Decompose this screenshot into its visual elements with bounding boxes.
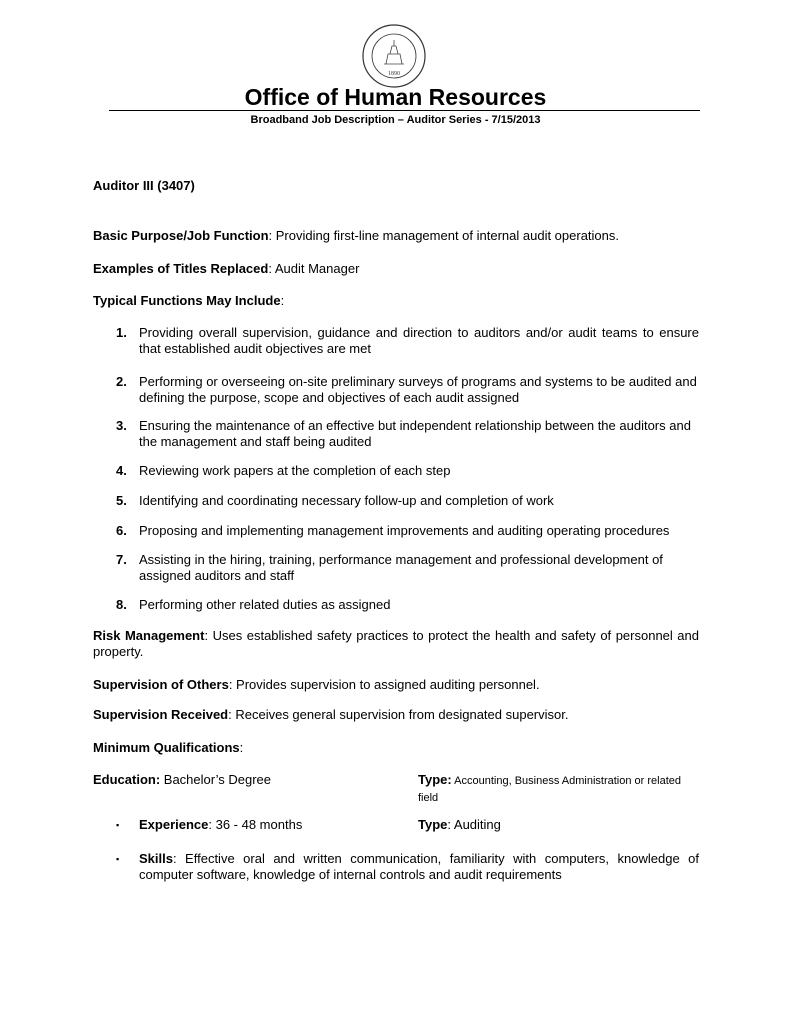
education	[93, 772, 271, 788]
function-number: 5.	[116, 493, 127, 508]
function-item: Providing overall supervision, guidance and direction to auditors and/or audit teams to ensure that established audit objectives are met	[139, 325, 699, 356]
function-number: 6.	[116, 523, 127, 538]
seal-year-text: 1890	[388, 71, 400, 77]
education-type	[418, 772, 703, 806]
header-rule	[109, 110, 700, 111]
education-type-value: Accounting, Business Administration or related field	[418, 775, 682, 804]
function-item: Performing other related duties as assigned	[139, 597, 391, 612]
function-item: Assisting in the hiring, training, performance management and professional development of assigned auditors and staff	[139, 552, 663, 583]
minimum-qualifications-colon: :	[239, 740, 244, 755]
function-number: 2.	[116, 374, 127, 389]
basic-purpose-label: Basic Purpose/Job Function	[93, 228, 269, 243]
function-item: Identifying and coordinating necessary follow-up and completion of work	[139, 493, 554, 508]
risk-management	[93, 628, 699, 660]
job-title: Auditor III (3407)	[93, 178, 195, 193]
education-type-label: Type:	[418, 772, 452, 787]
minimum-qualifications-label: Minimum Qualifications	[93, 740, 240, 755]
supervision-of-others	[93, 677, 540, 693]
risk-management-value: : Uses established safety practices to protect the health and safety of personnel and property.	[93, 628, 699, 659]
supervision-received-label: Supervision Received	[93, 707, 229, 722]
experience	[139, 817, 302, 833]
function-number: 8.	[116, 597, 127, 612]
university-seal-logo	[362, 24, 426, 88]
typical-functions-label: Typical Functions May Include	[93, 293, 281, 308]
titles-replaced-label: Examples of Titles Replaced	[93, 261, 269, 276]
function-number: 7.	[116, 552, 127, 567]
office-title: Office of Human Resources	[244, 84, 547, 110]
bullet-icon: ▪	[116, 854, 120, 864]
function-item: Reviewing work papers at the completion of each step	[139, 463, 451, 478]
bullet-icon: ▪	[116, 820, 120, 830]
education-value: Bachelor’s Degree	[160, 772, 271, 787]
function-number: 1.	[116, 325, 127, 340]
experience-type	[418, 817, 501, 833]
function-item: Proposing and implementing management improvements and auditing operating procedures	[139, 523, 670, 538]
basic-purpose	[93, 228, 619, 244]
supervision-of-others-value: : Provides supervision to assigned auditing personnel.	[228, 677, 540, 692]
supervision-received	[93, 707, 568, 723]
supervision-received-value: : Receives general supervision from designated supervisor.	[228, 707, 569, 722]
typical-functions-heading	[93, 293, 284, 309]
basic-purpose-value: : Providing first-line management of internal audit operations.	[268, 228, 619, 243]
function-item: Performing or overseeing on-site preliminary surveys of programs and systems to be audited and defining the purpose, scope and objectives of each audit assigned	[139, 374, 697, 405]
skills-value: : Effective oral and written communication, familiarity with computers, knowledge of computer software, knowledge of internal controls and audit requirements	[139, 851, 699, 882]
titles-replaced	[93, 261, 359, 277]
risk-management-label: Risk Management	[93, 628, 205, 643]
function-item: Ensuring the maintenance of an effective but independent relationship between the auditors and the management and staff being audited	[139, 418, 691, 449]
experience-type-value: : Auditing	[447, 817, 501, 832]
supervision-of-others-label: Supervision of Others	[93, 677, 229, 692]
skills-label: Skills	[139, 851, 173, 866]
function-number: 3.	[116, 418, 127, 433]
skills	[139, 851, 699, 883]
experience-value: : 36 - 48 months	[208, 817, 303, 832]
document-subtitle: Broadband Job Description – Auditor Series - 7/15/2013	[250, 114, 541, 126]
education-label: Education:	[93, 772, 161, 787]
experience-label: Experience	[139, 817, 209, 832]
minimum-qualifications-heading	[93, 740, 243, 756]
typical-functions-colon: :	[280, 293, 285, 308]
function-number: 4.	[116, 463, 127, 478]
experience-type-label: Type	[418, 817, 448, 832]
titles-replaced-value: : Audit Manager	[268, 261, 360, 276]
